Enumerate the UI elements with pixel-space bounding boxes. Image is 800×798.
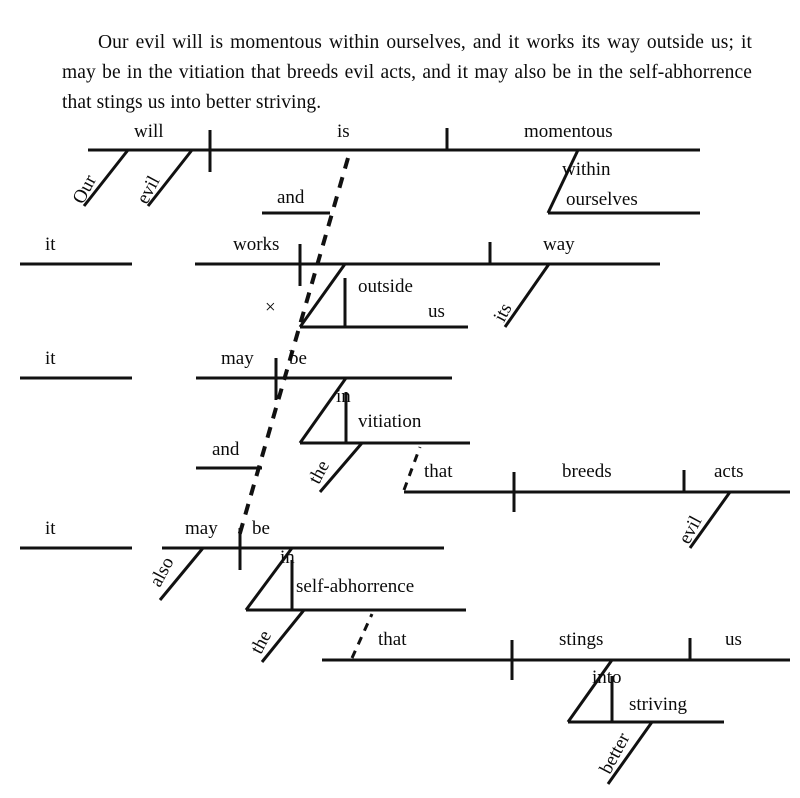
diagram-word: may [185,518,218,539]
diagram-word: momentous [524,121,613,142]
diagram-word: × [265,297,276,318]
diagram-word: it [45,234,56,255]
diagram-word: stings [559,629,604,650]
diagram-word: ourselves [566,189,638,210]
diagram-word: vitiation [358,411,422,432]
diagram-word: is [337,121,350,142]
diagram-word: be [252,518,270,539]
diagram-word: way [543,234,575,255]
clause-4-prep-phrase [246,548,466,662]
diagram-word: outside [358,276,413,297]
diagram-word: that [424,461,453,482]
diagram-word: us [725,629,742,650]
diagram-word: acts [714,461,744,482]
diagram-word: in [280,547,295,568]
diagram-word: it [45,348,56,369]
diagram-word: it [45,518,56,539]
diagram-word: and [212,439,240,460]
diagram-word: Our [68,171,101,208]
diagram-word: better [595,729,635,778]
diagram-word: into [592,667,622,688]
diagram-word: us [428,301,445,322]
diagram-word: and [277,187,305,208]
diagram-word: within [562,159,611,180]
diagram-word: also [145,553,179,591]
diagram-word: striving [629,694,688,715]
diagram-word: evil [132,172,165,208]
diagram-word: the [304,457,335,488]
diagram-word: works [233,234,280,255]
diagram-word: evil [674,512,707,548]
diagram-word: be [289,348,307,369]
diagram-word: the [246,627,277,658]
source-sentence: Our evil will is momentous within ourselves, and it works its way outside us; it may be in the vitiation that breeds evil acts, and it may also be in the self-abhorrence that stings us into better striving. [62,31,752,113]
diagram-word: will [134,121,164,142]
diagram-word: in [336,386,351,407]
diagram-word: that [378,629,407,650]
diagram-word: self-abhorrence [296,576,415,597]
diagram-word: may [221,348,254,369]
diagram-word: breeds [562,461,612,482]
diagram-word: its [489,299,517,326]
